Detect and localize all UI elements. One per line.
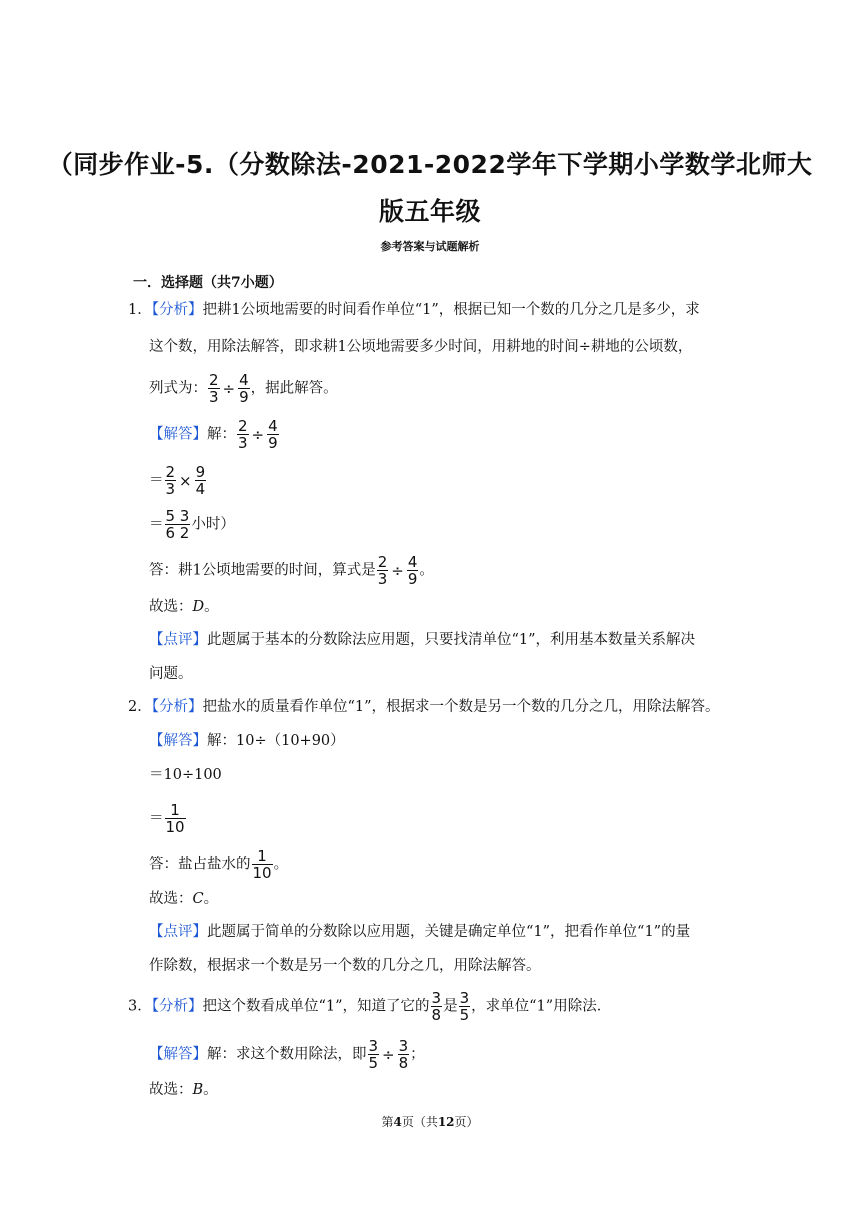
q1-number: 1． <box>128 302 152 318</box>
fraction <box>252 848 273 881</box>
q1-analysis-line1 <box>128 300 700 320</box>
text-fragment: 。 <box>203 891 219 907</box>
fraction-numerator: 2 <box>209 371 219 389</box>
analysis-tag: 【分析】 <box>151 302 203 318</box>
q1-comment-line1 <box>149 630 695 650</box>
divide-sign: ÷ <box>251 425 265 444</box>
times-sign: × <box>179 471 192 490</box>
fraction-numerator: 9 <box>195 463 206 481</box>
fraction <box>237 418 249 451</box>
fraction <box>195 464 207 497</box>
fraction-denominator: 8 <box>398 1054 409 1072</box>
solution-tag: 【解答】 <box>149 1046 207 1063</box>
text-fragment: 故选： <box>149 599 193 615</box>
fraction-numerator: 3 <box>398 1037 409 1055</box>
fraction-numerator: 4 <box>407 553 418 571</box>
analysis-tag: 【分析】 <box>151 699 203 715</box>
comment-tag: 【点评】 <box>149 632 207 648</box>
q3-number: 3． <box>128 998 152 1015</box>
fraction <box>377 554 389 587</box>
q3-choice <box>149 1080 218 1100</box>
fraction-numerator: 3 <box>431 989 442 1007</box>
fraction-numerator: 4 <box>239 371 249 389</box>
q2-choice-letter: C <box>192 891 204 907</box>
fraction <box>398 1038 410 1071</box>
solution-tag: 【解答】 <box>149 733 207 749</box>
fraction-numerator: 1 <box>257 847 267 865</box>
q1-comment-line2: 问题。 <box>149 666 193 682</box>
text-fragment: 。 <box>204 599 219 615</box>
q1-formula-label: 列式为： <box>149 380 207 397</box>
q1-solution-line <box>149 418 280 451</box>
section-heading: 一．选择题（共7小题） <box>133 275 283 291</box>
analysis-tag: 【分析】 <box>151 998 203 1015</box>
q1-analysis-line3 <box>149 372 338 405</box>
fraction-numerator: 5 3 <box>165 507 190 525</box>
q1-unit: 小时） <box>191 516 235 533</box>
q2-solve-text: 解：10÷（10+90） <box>207 733 345 749</box>
q2-answer <box>149 848 288 881</box>
q2-analysis-line1 <box>128 697 720 717</box>
text-fragment: 故选： <box>149 1082 193 1098</box>
q1-answer-text: 答：耕1公顷地需要的时间，算式是 <box>149 562 376 579</box>
fraction <box>431 990 443 1023</box>
text-fragment: 故选： <box>149 891 193 907</box>
q3-analysis-post: ，求单位“1”用除法． <box>471 998 612 1015</box>
q1-step2 <box>149 464 207 497</box>
page-subtitle: 参考答案与试题解析 <box>380 240 480 253</box>
fraction-denominator: 9 <box>268 434 278 452</box>
q1-step3 <box>149 508 235 541</box>
fraction-numerator: 4 <box>268 417 278 435</box>
q2-number: 2． <box>128 699 152 715</box>
fraction-denominator: 3 <box>377 570 388 588</box>
q2-comment-line1 <box>149 922 690 942</box>
divide-sign: ÷ <box>391 561 404 580</box>
fraction-denominator: 3 <box>209 388 219 406</box>
q1-comment-text1: 此题属于基本的分数除法应用题，只要找清单位“1”，利用基本数量关系解决 <box>207 632 696 648</box>
q1-solve-pre: 解： <box>207 426 236 443</box>
total-pages-number: 12 <box>437 1115 455 1129</box>
fraction-denominator: 5 <box>459 1006 470 1024</box>
fraction <box>459 990 471 1023</box>
fraction-denominator: 9 <box>239 388 249 406</box>
fraction <box>407 554 419 587</box>
comment-tag: 【点评】 <box>149 924 207 940</box>
current-page-number: 4 <box>393 1115 402 1129</box>
q1-analysis-text1: 把耕1公顷地需要的时间看作单位“1”，根据已知一个数的几分之几是多少，求 <box>202 302 700 318</box>
fraction-denominator: 10 <box>165 818 185 836</box>
fraction-denominator: 8 <box>431 1006 442 1024</box>
q3-analysis-pre: 把这个数看成单位“1”，知道了它的 <box>202 998 430 1015</box>
text-fragment: 。 <box>203 1082 218 1098</box>
fraction <box>165 508 191 541</box>
fraction-denominator: 4 <box>195 480 206 498</box>
text-fragment: 。 <box>273 856 289 873</box>
fraction-numerator: 2 <box>238 417 248 435</box>
fraction-denominator: 6 2 <box>165 524 190 542</box>
text-fragment: ； <box>410 1046 425 1063</box>
fraction-denominator: 5 <box>368 1054 379 1072</box>
fraction <box>267 418 279 451</box>
page-title-line1: （同步作业-5.（分数除法-2021-2022学年下学期小学数学北师大 <box>47 150 813 179</box>
fraction-numerator: 1 <box>170 801 180 819</box>
q2-analysis-text: 把盐水的质量看作单位“1”，根据求一个数是另一个数的几分之几，用除法解答。 <box>202 699 720 715</box>
q2-step2: ＝10÷100 <box>149 767 222 783</box>
q2-solution-line <box>149 731 345 751</box>
fraction-denominator: 3 <box>238 434 248 452</box>
fraction-denominator: 10 <box>252 864 272 882</box>
fraction <box>165 802 186 835</box>
divide-sign: ÷ <box>222 379 236 398</box>
equals-sign: ＝ <box>149 472 164 489</box>
q1-choice <box>149 597 219 617</box>
q1-formula-post: ，据此解答。 <box>250 380 338 397</box>
q2-comment-text1: 此题属于简单的分数除以应用题，关键是确定单位“1”，把看作单位“1”的量 <box>207 924 691 940</box>
text-fragment: 第 <box>381 1115 394 1129</box>
fraction <box>165 464 177 497</box>
fraction <box>238 372 250 405</box>
equals-sign: ＝ <box>149 810 164 827</box>
solution-tag: 【解答】 <box>149 426 207 443</box>
fraction-denominator: 9 <box>407 570 418 588</box>
fraction-numerator: 2 <box>165 463 176 481</box>
q2-answer-text: 答：盐占盐水的 <box>149 856 251 873</box>
q2-step3 <box>149 802 187 835</box>
fraction-numerator: 3 <box>368 1037 379 1055</box>
fraction-denominator: 3 <box>165 480 176 498</box>
text-fragment: 页（共 <box>401 1115 438 1129</box>
q2-choice <box>149 889 218 909</box>
fraction <box>368 1038 380 1071</box>
q2-comment-line2: 作除数，根据求一个数是另一个数的几分之几，用除法解答。 <box>149 958 541 974</box>
page-footer <box>0 1113 860 1130</box>
q1-choice-letter: D <box>192 599 205 615</box>
fraction <box>208 372 220 405</box>
fraction-numerator: 2 <box>377 553 388 571</box>
text-fragment: 是 <box>443 998 458 1015</box>
fraction-numerator: 3 <box>459 989 470 1007</box>
q3-choice-letter: B <box>192 1082 204 1098</box>
q1-analysis-line2: 这个数，用除法解答，即求耕1公顷地需要多少时间，用耕地的时间÷耕地的公顷数， <box>149 339 693 355</box>
equals-sign: ＝ <box>149 516 164 533</box>
q3-solve-pre: 解：求这个数用除法，即 <box>207 1046 367 1063</box>
q3-analysis-line <box>128 990 611 1023</box>
text-fragment: 页） <box>454 1115 479 1129</box>
page-title-line2: 版五年级 <box>378 197 481 226</box>
q1-answer <box>149 554 434 587</box>
q1-answer-post: 。 <box>419 562 434 579</box>
divide-sign: ÷ <box>382 1045 395 1064</box>
q3-solution-line <box>149 1038 425 1071</box>
